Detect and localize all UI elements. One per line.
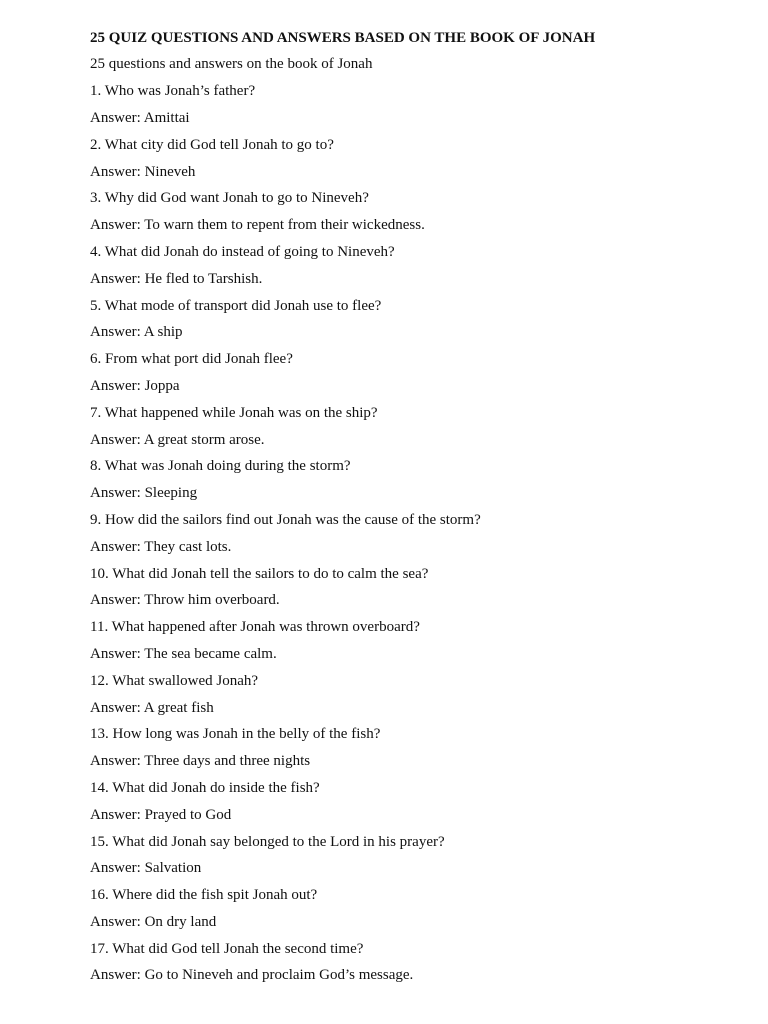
document-page	[90, 28, 728, 992]
question-6: 6. From what port did Jonah flee?	[90, 351, 293, 368]
answer-15: Answer: Salvation	[90, 860, 202, 877]
document-subtitle: 25 questions and answers on the book of Jonah	[90, 56, 373, 73]
document-title: 25 QUIZ QUESTIONS AND ANSWERS BASED ON THE BOOK OF JONAH	[90, 30, 596, 46]
answer-4: Answer: He fled to Tarshish.	[90, 270, 263, 287]
question-1: 1. Who was Jonah’s father?	[90, 83, 256, 100]
question-3: 3. Why did God want Jonah to go to Nineveh?	[90, 190, 369, 207]
answer-11: Answer: The sea became calm.	[90, 645, 277, 662]
question-9: 9. How did the sailors find out Jonah was the cause of the storm?	[90, 511, 481, 528]
answer-9: Answer: They cast lots.	[90, 538, 232, 555]
answer-13: Answer: Three days and three nights	[90, 753, 311, 770]
answer-12: Answer: A great fish	[90, 699, 214, 716]
answer-6: Answer: Joppa	[90, 377, 180, 394]
answer-3: Answer: To warn them to repent from their wickedness.	[90, 217, 425, 234]
question-2: 2. What city did God tell Jonah to go to?	[90, 136, 334, 153]
answer-7: Answer: A great storm arose.	[90, 431, 265, 448]
answer-14: Answer: Prayed to God	[90, 806, 232, 823]
answer-17: Answer: Go to Nineveh and proclaim God’s message.	[90, 967, 414, 984]
question-5: 5. What mode of transport did Jonah use to flee?	[90, 297, 382, 314]
question-10: 10. What did Jonah tell the sailors to do to calm the sea?	[90, 565, 429, 582]
answer-2: Answer: Nineveh	[90, 163, 196, 180]
answer-8: Answer: Sleeping	[90, 485, 198, 502]
question-7: 7. What happened while Jonah was on the ship?	[90, 404, 378, 421]
answer-1: Answer: Amittai	[90, 109, 190, 126]
answer-5: Answer: A ship	[90, 324, 183, 341]
question-17: 17. What did God tell Jonah the second time?	[90, 940, 364, 957]
answer-16: Answer: On dry land	[90, 913, 217, 930]
question-4: 4. What did Jonah do instead of going to Nineveh?	[90, 243, 395, 260]
question-15: 15. What did Jonah say belonged to the Lord in his prayer?	[90, 833, 445, 850]
question-12: 12. What swallowed Jonah?	[90, 672, 259, 689]
question-14: 14. What did Jonah do inside the fish?	[90, 779, 320, 796]
question-11: 11. What happened after Jonah was thrown overboard?	[90, 619, 420, 636]
question-8: 8. What was Jonah doing during the storm?	[90, 458, 351, 475]
question-16: 16. Where did the fish spit Jonah out?	[90, 887, 318, 904]
answer-10: Answer: Throw him overboard.	[90, 592, 280, 609]
question-13: 13. How long was Jonah in the belly of the fish?	[90, 726, 381, 743]
